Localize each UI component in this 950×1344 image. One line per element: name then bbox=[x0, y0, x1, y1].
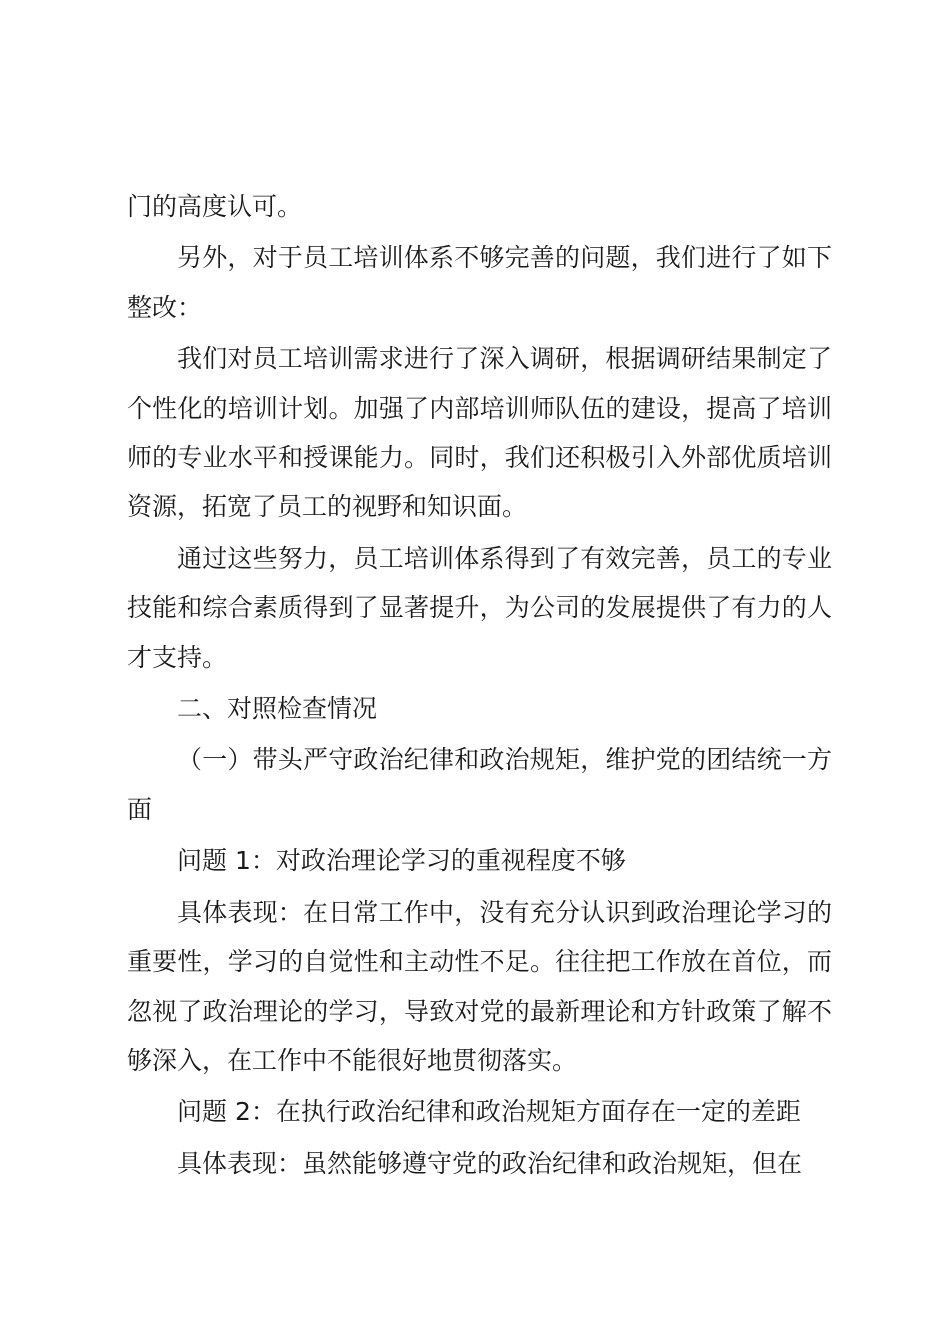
issue-1-title: 问题 1：对政治理论学习的重视程度不够 bbox=[177, 846, 626, 876]
paragraph-continuation: 门的高度认可。 bbox=[127, 192, 303, 221]
issue-2-title: 问题 2：在执行政治纪律和政治规矩方面存在一定的差距 bbox=[177, 1097, 801, 1127]
issue-2-details: 具体表现：虽然能够遵守党的政治纪律和政治规矩，但在 bbox=[177, 1148, 803, 1178]
section-heading: 二、对照检查情况 bbox=[177, 694, 378, 724]
subsection-heading: （一）带头严守政治纪律和政治规矩，维护党的团结统一方面 bbox=[127, 745, 832, 824]
issue-1-details: 具体表现：在日常工作中，没有充分认识到政治理论学习的重要性，学习的自觉性和主动性不足。往往把工作放在首位，而忽视了政治理论的学习，导致对党的最新理论和方针政策了解不够深入，在工作中不能很好地贯彻落实。 bbox=[127, 897, 832, 1075]
paragraph-training-measures: 我们对员工培训需求进行了深入调研，根据调研结果制定了个性化的培训计划。加强了内部培训师队伍的建设，提高了培训师的专业水平和授课能力。同时，我们还积极引入外部优质培训资源，拓宽了员工的视野和知识面。 bbox=[127, 344, 832, 522]
paragraph-training-result: 通过这些努力，员工培训体系得到了有效完善，员工的专业技能和综合素质得到了显著提升，为公司的发展提供了有力的人才支持。 bbox=[127, 543, 832, 672]
paragraph-training-intro: 另外，对于员工培训体系不够完善的问题，我们进行了如下整改： bbox=[127, 243, 832, 322]
document-body bbox=[127, 182, 832, 1190]
